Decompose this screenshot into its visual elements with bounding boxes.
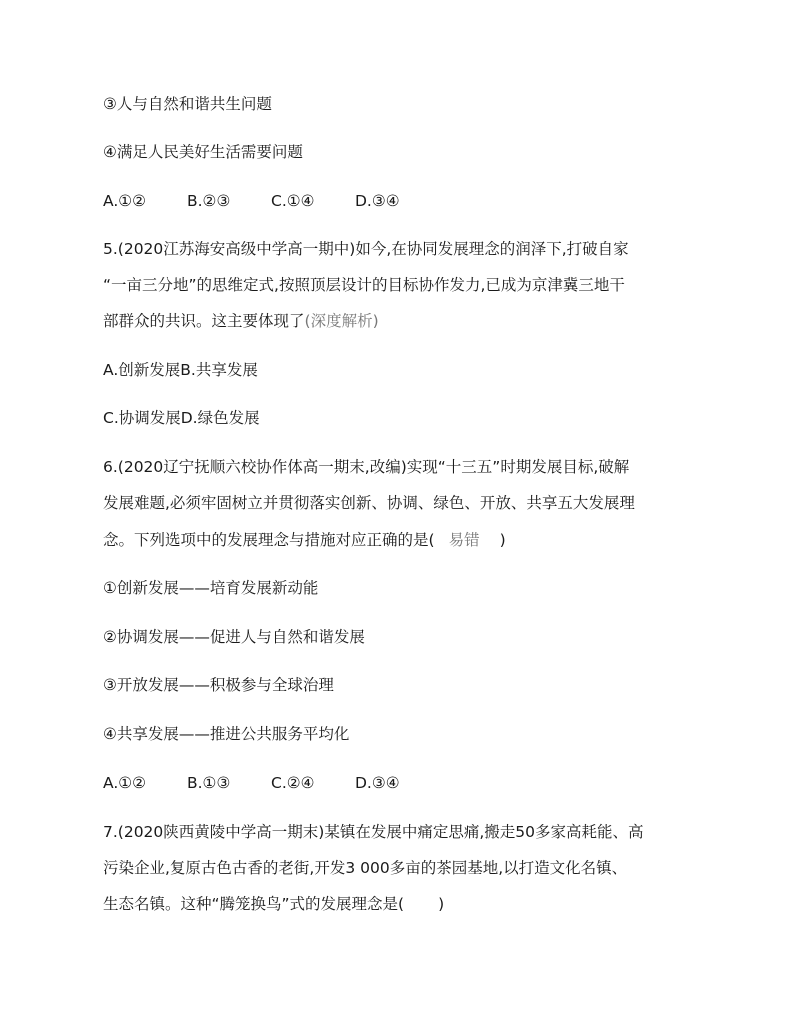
q4-options xyxy=(103,191,439,211)
q7-stem-line-1: 7.(2020陕西黄陵中学高一期末)某镇在发展中痛定思痛,搬走50多家高耗能、高 xyxy=(103,823,644,841)
q6-option-b: B.①③ xyxy=(187,774,231,792)
q7-stem-line-2: 污染企业,复原古色古香的老街,开发3 000多亩的茶园基地,以打造文化名镇、 xyxy=(103,859,628,877)
q6-stem-text: 念。下列选项中的发展理念与措施对应正确的是( xyxy=(103,531,435,549)
q4-option-a: A.①② xyxy=(103,192,147,210)
q6-item-3: ③开放发展——积极参与全球治理 xyxy=(103,676,334,694)
q4-option-b: B.②③ xyxy=(187,192,231,210)
q6-option-d: D.③④ xyxy=(355,774,400,792)
q4-item-3: ③人与自然和谐共生问题 xyxy=(103,95,272,113)
q5-stem-line-1: 5.(2020江苏海安高级中学高一期中)如今,在协同发展理念的润泽下,打破自家 xyxy=(103,240,629,258)
q6-item-4: ④共享发展——推进公共服务平均化 xyxy=(103,725,350,743)
q5-analysis-tag: (深度解析) xyxy=(304,312,379,330)
q6-bracket-close: ) xyxy=(499,531,506,549)
q6-item-2: ②协调发展——促进人与自然和谐发展 xyxy=(103,628,365,646)
q5-options-cd: C.协调发展D.绿色发展 xyxy=(103,409,260,427)
q5-stem-line-2: “一亩三分地”的思维定式,按照顶层设计的目标协作发力,已成为京津冀三地干 xyxy=(103,276,625,294)
q6-option-a: A.①② xyxy=(103,774,147,792)
q6-item-1: ①创新发展——培育发展新动能 xyxy=(103,579,319,597)
q6-stem-line-2: 发展难题,必须牢固树立并贯彻落实创新、协调、绿色、开放、共享五大发展理 xyxy=(103,494,635,512)
q5-stem-line-3 xyxy=(103,311,379,331)
q7-stem-text: 生态名镇。这种“腾笼换鸟”式的发展理念是( xyxy=(103,895,405,913)
q6-error-prone-tag: 易错 xyxy=(448,531,480,549)
q6-stem-line-3 xyxy=(103,530,506,550)
q6-stem-line-1: 6.(2020辽宁抚顺六校协作体高一期末,改编)实现“十三五”时期发展目标,破解 xyxy=(103,458,630,476)
q5-options-ab: A.创新发展B.共享发展 xyxy=(103,361,258,379)
q4-item-4: ④满足人民美好生活需要问题 xyxy=(103,143,303,161)
q4-option-c: C.①④ xyxy=(271,192,315,210)
q4-option-d: D.③④ xyxy=(355,192,400,210)
q7-stem-line-3 xyxy=(103,894,444,914)
q6-options xyxy=(103,773,439,793)
q7-bracket-close: ) xyxy=(438,895,445,913)
q5-stem-text: 部群众的共识。这主要体现了 xyxy=(103,312,305,330)
q6-option-c: C.②④ xyxy=(271,774,315,792)
